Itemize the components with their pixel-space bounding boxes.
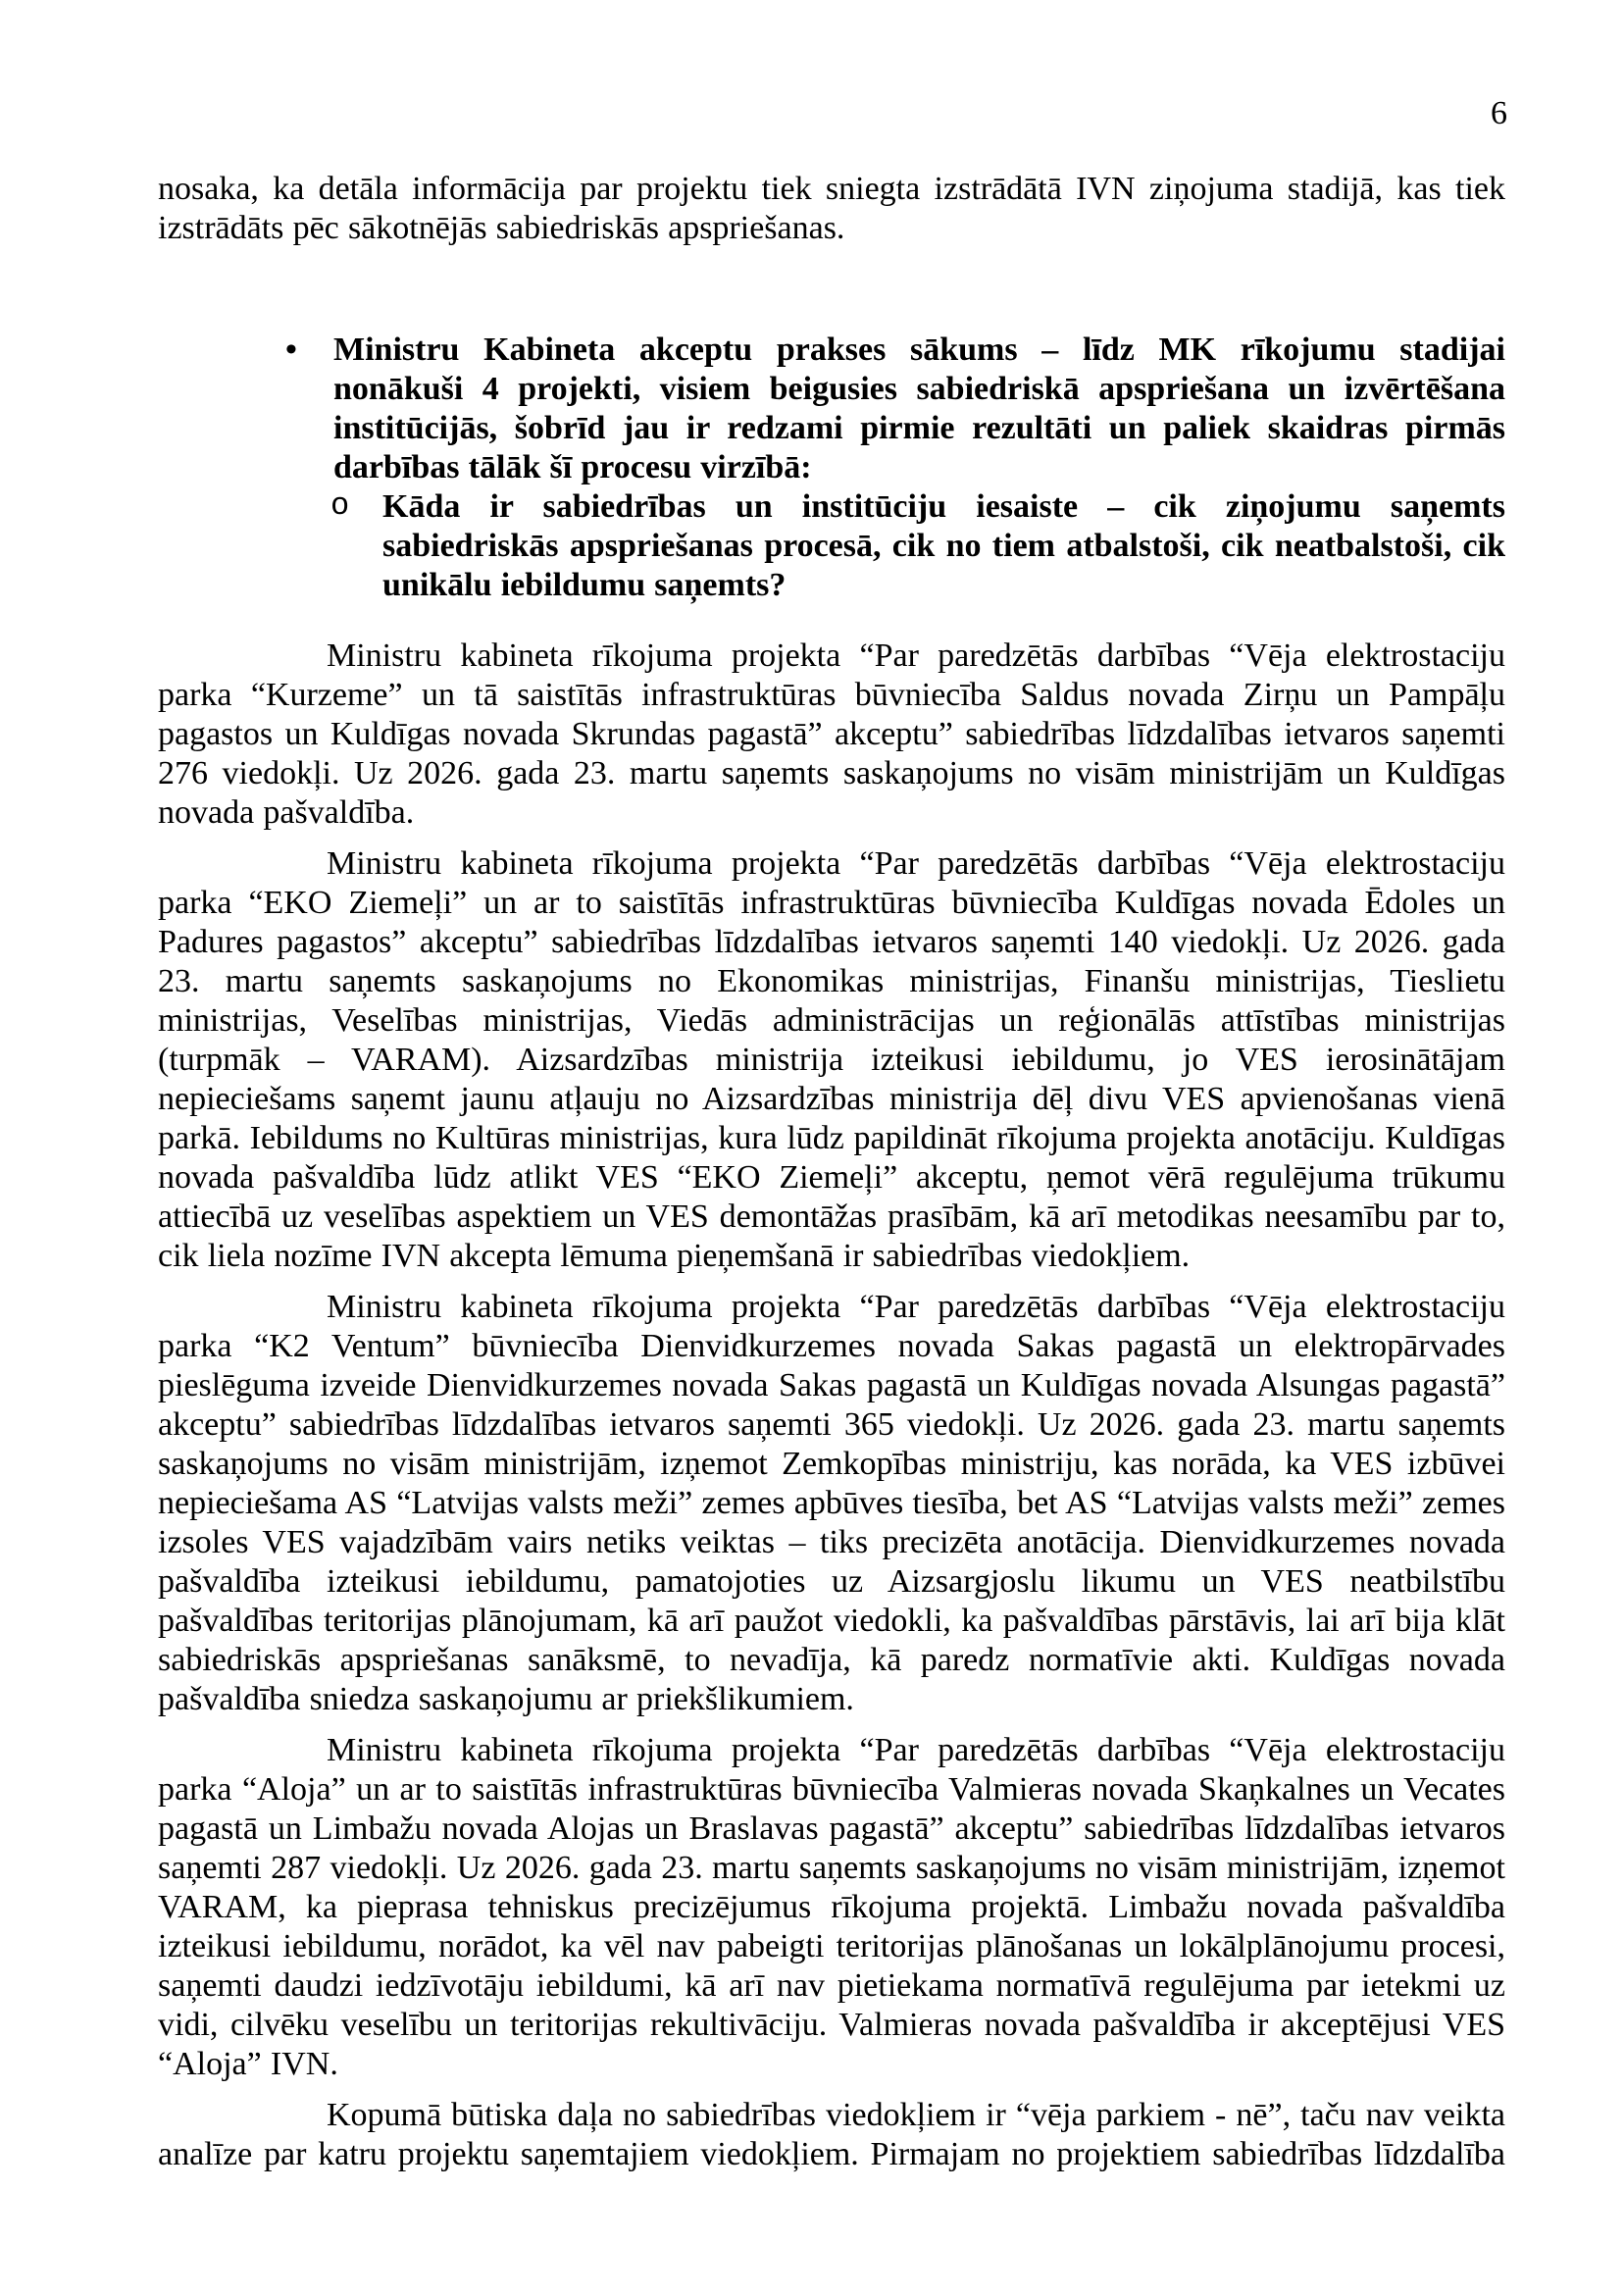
paragraph-kurzeme: Ministru kabineta rīkojuma projekta “Par paredzētās darbības “Vēja elektrostaciju parka “Kurzeme” un tā saistītās infrastruktūras būvniecība Saldus novada Zirņu un Pampāļu pagastos un Kuldīgas novada Skrundas pagastā” akceptu” sabiedrības līdzdalības ietvaros saņemti 276 viedokļi. Uz 2026. gada 23. martu saņemts saskaņojums no visām ministrijām un Kuldīgas novada pašvaldība. [158,637,1505,831]
paragraph-k2-ventum: Ministru kabineta rīkojuma projekta “Par paredzētās darbības “Vēja elektrostaciju parka “K2 Ventum” būvniecība Dienvidkurzemes novada Sakas pagastā un elektropārvades pieslēguma izveide Dienvidkurzemes novada Sakas pagastā un Kuldīgas novada Alsungas pagastā” akceptu” sabiedrības līdzdalības ietvaros saņemti 365 viedokļi. Uz 2026. gada 23. martu saņemts saskaņojums no visām ministrijām, izņemot Zemkopības ministriju, kas norāda, ka VES izbūvei nepieciešama AS “Latvijas valsts meži” zemes apbūves tiesība, bet AS “Latvijas valsts meži” zemes izsoles VES vajadzībām vairs netiks veiktas – tiks precizēta anotācija. Dienvidkurzemes novada pašvaldība izteikusi iebildumu, pamatojoties uz Aizsargjoslu likumu un VES neatbilstību pašvaldības teritorijas plānojumam, kā arī paužot viedokli, ka pašvaldības pārstāvis, lai arī bija klāt sabiedriskās apspriešanas sanāksmē, to nevadīja, kā paredz normatīvie akti. Kuldīgas novada pašvaldība sniedza saskaņojumu ar priekšlikumiem. [158,1289,1505,1717]
sub-bullet-item [158,487,1505,605]
page-content [158,170,1505,2174]
circle-bullet-icon: o [330,487,350,524]
paragraph-eko-ziemeli: Ministru kabineta rīkojuma projekta “Par paredzētās darbības “Vēja elektrostaciju parka “EKO Ziemeļi” un ar to saistītās infrastruktūras būvniecība Kuldīgas novada Ēdoles un Padures pagastos” akceptu” sabiedrības līdzdalības ietvaros saņemti 140 viedokļi. Uz 2026. gada 23. martu saņemts saskaņojums no Ekonomikas ministrijas, Finanšu ministrijas, Tieslietu ministrijas, Veselības ministrijas, Viedās administrācijas un reģionālās attīstības ministrijas (turpmāk – VARAM). Aizsardzības ministrija izteikusi iebildumu, jo VES ierosinātājam nepieciešams saņemt jaunu atļauju no Aizsardzības ministrija dēļ divu VES apvienošanas vienā parkā. Iebildums no Kultūras ministrijas, kura lūdz papildināt rīkojuma projekta anotāciju. Kuldīgas novada pašvaldība lūdz atlikt VES “EKO Ziemeļi” akceptu, ņemot vērā regulējuma trūkumu attiecībā uz veselības aspektiem un VES demontāžas prasībām, kā arī metodikas neesamību par to, cik liela nozīme IVN akcepta lēmuma pieņemšanā ir sabiedrības viedokļiem. [158,845,1505,1274]
paragraph-summary: Kopumā būtiska daļa no sabiedrības viedokļiem ir “vēja parkiem - nē”, taču nav veikta analīze par katru projektu saņemtajiem viedokļiem. Pirmajam no projektiem sabiedrības līdzdalība [158,2097,1505,2172]
paragraph-intro: nosaka, ka detāla informācija par projektu tiek sniegta izstrādātā IVN ziņojuma stadijā, kas tiek izstrādāts pēc sākotnējās sabiedriskās apspriešanas. [158,171,1505,246]
paragraph-aloja: Ministru kabineta rīkojuma projekta “Par paredzētās darbības “Vēja elektrostaciju parka “Aloja” un ar to saistītās infrastruktūras būvniecība Valmieras novada Skaņkalnes un Vecates pagastā un Limbažu novada Alojas un Braslavas pagastā” akceptu” sabiedrības līdzdalības ietvaros saņemti 287 viedokļi. Uz 2026. gada 23. martu saņemts saskaņojums no visām ministrijām, izņemot VARAM, ka pieprasa tehniskus precizējumus rīkojuma projektā. Limbažu novada pašvaldība izteikusi iebildumu, norādot, ka vēl nav pabeigti teritorijas plānošanas un lokālplānojumu procesi, saņemti daudzi iedzīvotāju iebildumi, kā arī nav pietiekama normatīvā regulējuma par ietekmi uz vidi, cilvēku veselību un teritorijas rekultivāciju. Valmieras novada pašvaldība ir akceptējusi VES “Aloja” IVN. [158,1732,1505,2082]
bullet-item-text: Ministru Kabineta akceptu prakses sākums – līdz MK rīkojumu stadijai nonākuši 4 projekti, visiem beigusies sabiedriskā apspriešana un izvērtēšana institūcijās, šobrīd jau ir redzami pirmie rezultāti un paliek skaidras pirmās darbības tālāk šī procesu virzībā: [333,331,1505,485]
bullet-item [158,331,1505,487]
bullet-icon: • [285,331,297,368]
page-number: 6 [1491,95,1507,131]
sub-bullet-item-text: Kāda ir sabiedrības un institūciju iesaiste – cik ziņojumu saņemts sabiedriskās apspriešanas procesā, cik no tiem atbalstoši, cik neatbalstoši, cik unikālu iebildumu saņemts? [382,488,1505,603]
